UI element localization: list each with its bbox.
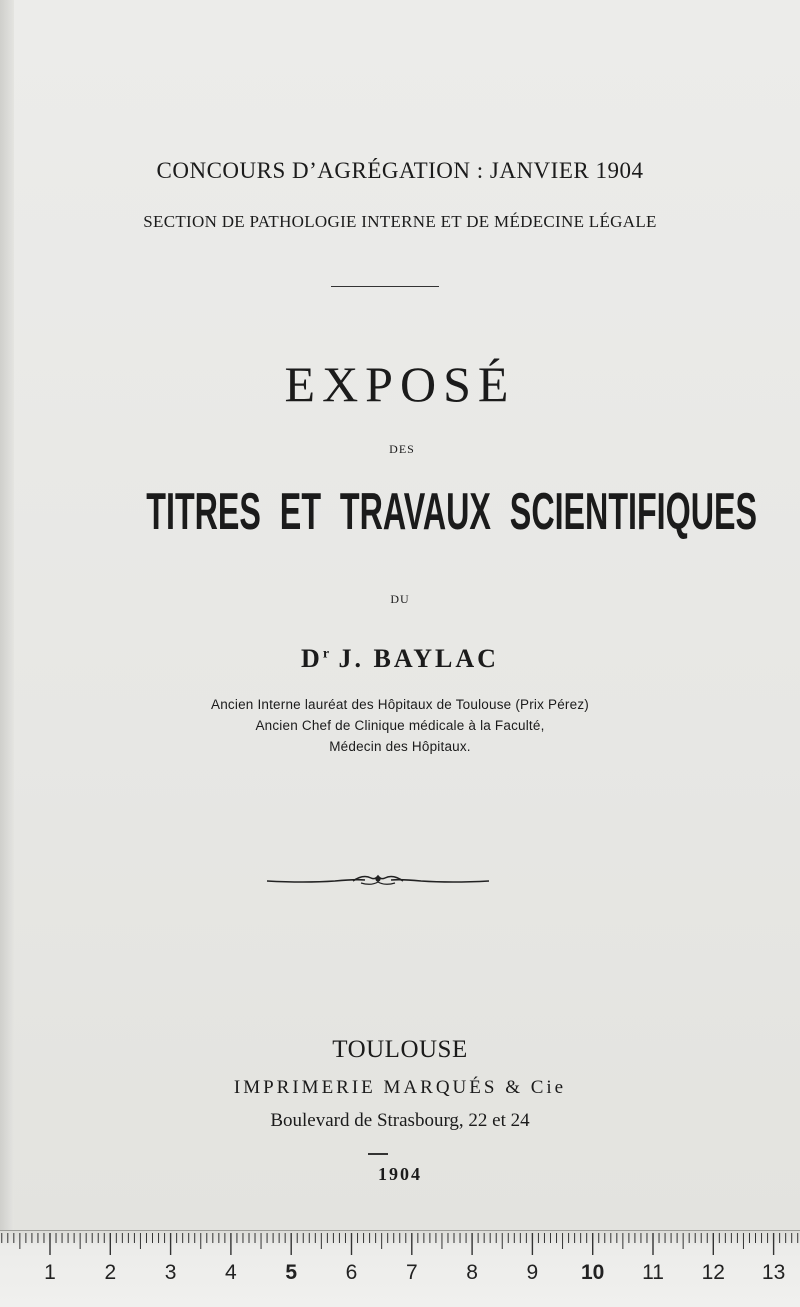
credential-line: Ancien Interne lauréat des Hôpitaux de Toulouse (Prix Pérez) [211, 697, 589, 712]
author-prefix-superscript: r [322, 646, 330, 662]
ruler-number: 10 [581, 1261, 605, 1284]
ruler-number: 12 [701, 1261, 725, 1284]
ruler-number: 7 [405, 1261, 418, 1284]
measuring-ruler [0, 1230, 800, 1307]
ruler-number: 3 [164, 1261, 177, 1284]
ruler-number: 13 [761, 1261, 786, 1284]
author-name [0, 644, 800, 674]
main-title: EXPOSÉ [284, 356, 516, 412]
ruler-number: 2 [104, 1261, 117, 1284]
publication-year: 1904 [378, 1164, 422, 1184]
ruler-number: 1 [44, 1261, 56, 1284]
ruler-ticks [0, 1231, 800, 1271]
ruler-number: 9 [526, 1261, 539, 1284]
publication-city: TOULOUSE [332, 1036, 468, 1063]
ruler-number: 4 [225, 1261, 237, 1284]
title-connector-du: DU [390, 592, 410, 606]
ornament-divider-icon [265, 868, 491, 892]
author-surname: J. BAYLAC [338, 644, 499, 673]
ruler-number: 5 [285, 1261, 298, 1284]
competition-heading: CONCOURS D’AGRÉGATION : JANVIER 1904 [156, 158, 644, 183]
subtitle: TITRES ET TRAVAUX SCIENTIFIQUES [146, 483, 758, 541]
title-connector-des: DES [389, 442, 415, 456]
credential-line: Médecin des Hôpitaux. [329, 739, 471, 754]
divider-rule [331, 286, 439, 287]
printer-name: IMPRIMERIE MARQUÉS & Cie [233, 1077, 567, 1098]
ruler-number: 6 [345, 1261, 358, 1284]
section-heading: SECTION DE PATHOLOGIE INTERNE ET DE MÉDECINE LÉGALE [143, 212, 657, 231]
credential-line: Ancien Chef de Clinique médicale à la Faculté, [255, 718, 545, 733]
ruler-number: 11 [642, 1261, 664, 1284]
author-prefix: D [301, 644, 323, 673]
ruler-number: 8 [466, 1261, 478, 1284]
printer-address: Boulevard de Strasbourg, 22 et 24 [270, 1110, 530, 1131]
small-dash [368, 1153, 388, 1155]
